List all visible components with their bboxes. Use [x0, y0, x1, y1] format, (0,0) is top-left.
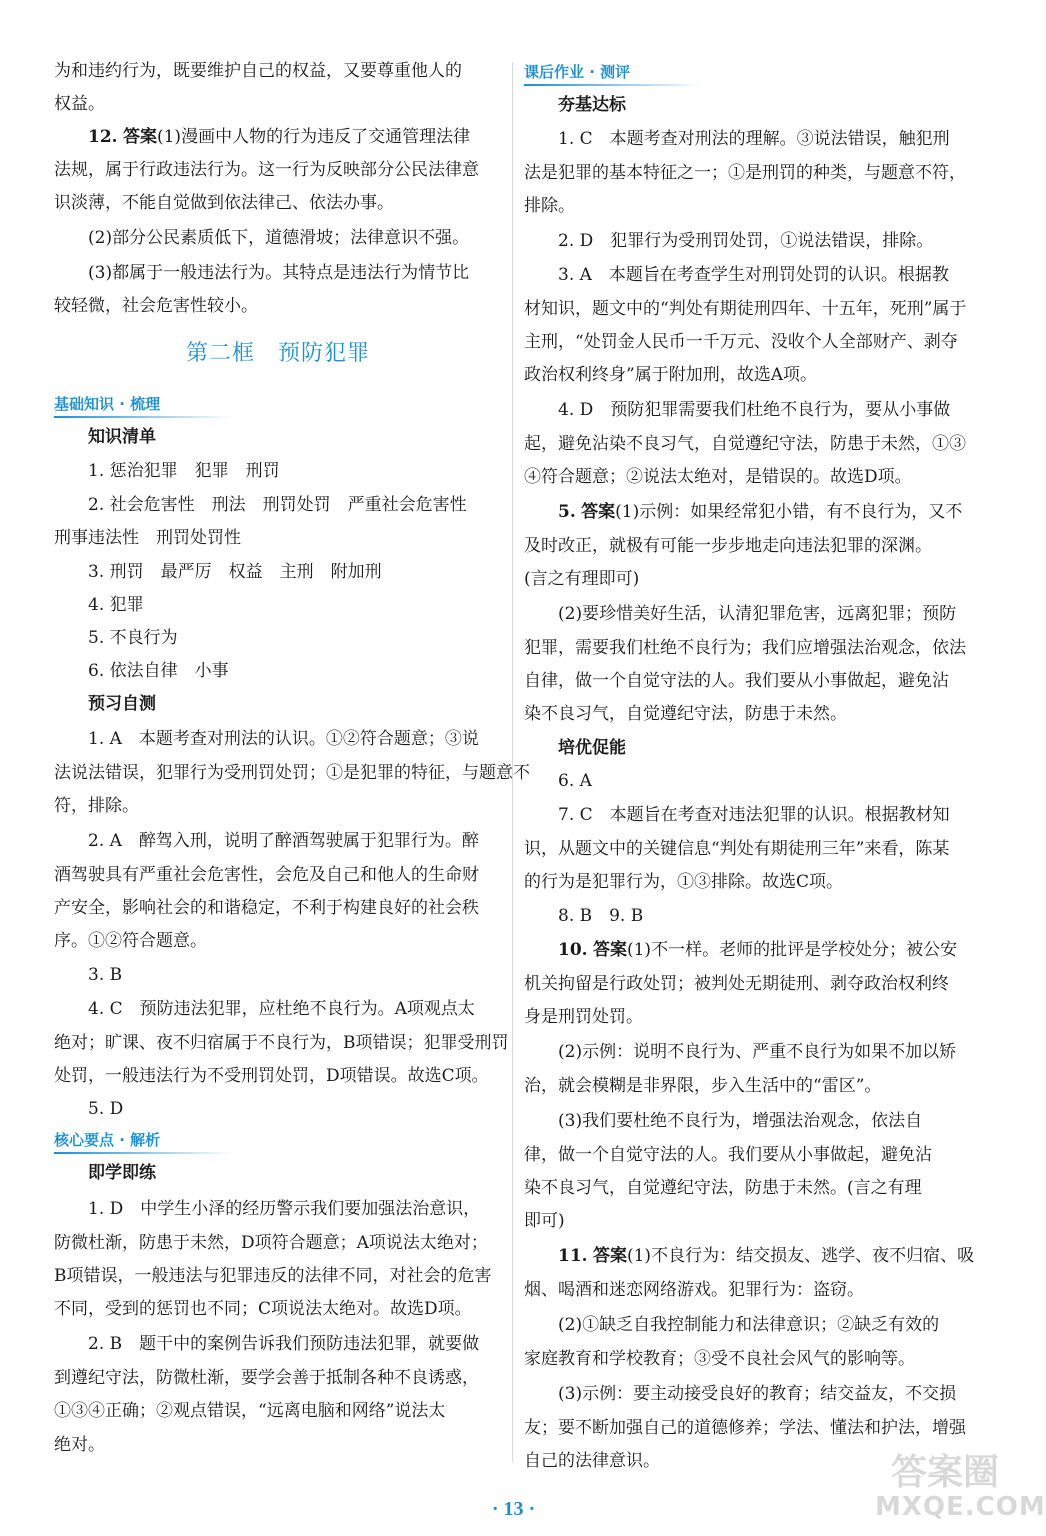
chapter-title: 第二框 预防犯罪: [185, 341, 370, 366]
text-line: 的行为是犯罪行为，①③排除。故选C项。: [524, 872, 844, 892]
text-line: 识，从题文中的关键信息“判处有期徒刑三年”来看，陈某: [524, 839, 950, 859]
list-item: 3. 刑罚 最严厉 权益 主刑 附加刑: [88, 562, 382, 582]
text-line: 防微杜渐，防患于未然，D项符合题意；A项说法太绝对；: [54, 1233, 488, 1253]
text-line: ④符合题意；②说法太绝对，是错误的。故选D项。: [524, 467, 912, 487]
text-line: 法是犯罪的基本特征之一；①是刑罚的种类，与题意不符，: [524, 163, 966, 183]
text-line: 排除。: [524, 196, 575, 216]
text-line: 政治权利终身”属于附加刑，故选A项。: [524, 365, 817, 385]
text-line: 染不良习气，自觉遵纪守法，防患于未然。: [524, 704, 847, 724]
text-line: 权益。: [54, 94, 105, 114]
text-line: 起，避免沾染不良习气，自觉遵纪守法，防患于未然，①③: [524, 434, 966, 454]
text-line: 1. D 中学生小泽的经历警示我们要加强法治意识，: [88, 1199, 481, 1219]
list-item: 6. 依法自律 小事: [88, 661, 229, 681]
answer-10: [558, 939, 957, 961]
text-line: 处罚，一般违法行为不受刑罚处罚，D项错误。故选C项。: [54, 1066, 489, 1086]
text-line: 1. C 本题考查对刑法的理解。③说法错误，触犯刑: [558, 129, 950, 149]
list-item: 2. 社会危害性 刑法 刑罚处罚 严重社会危害性: [88, 495, 467, 515]
answer-label: 答案: [122, 127, 157, 147]
text-line: 律，做一个自觉守法的人。我们要从小事做起，避免沾: [524, 1145, 932, 1165]
text-line: (2)部分公民素质低下，道德滑坡；法律意识不强。: [88, 228, 470, 248]
text-line: 8. B 9. B: [558, 906, 644, 926]
question-number: 12.: [88, 127, 118, 147]
text-line: 4. C 预防违法犯罪，应杜绝不良行为。A项观点太: [88, 999, 475, 1019]
text-line: 符，排除。: [54, 796, 139, 816]
text-line: 治，就会模糊是非界限，步入生活中的“雷区”。: [524, 1076, 882, 1096]
text-line: 犯罪，需要我们杜绝不良行为；我们应增强法治观念，依法: [524, 638, 966, 658]
list-item: 1. 惩治犯罪 犯罪 刑罚: [88, 461, 280, 481]
text-line: 序。①②符合题意。: [54, 931, 207, 951]
text-line: (3)都属于一般违法行为。其特点是违法行为情节比: [88, 263, 470, 283]
subheading-foundation: 夯基达标: [558, 95, 626, 115]
question-number: 11.: [558, 1246, 588, 1266]
text-line: 为和违约行为，既要维护自己的权益，又要尊重他人的: [54, 61, 462, 81]
text-line: 家庭教育和学校教育；③受不良社会风气的影响等。: [524, 1349, 915, 1369]
text: (1)不良行为：结交损友、逃学、夜不归宿、吸: [626, 1246, 975, 1266]
answer-11: [558, 1245, 974, 1267]
text-line: 2. A 醉驾入刑，说明了醉酒驾驶属于犯罪行为。醉: [88, 831, 479, 851]
text-line: 5. D: [88, 1099, 124, 1119]
subheading-practice: 即学即练: [88, 1163, 156, 1183]
text-line: 较轻微，社会危害性较小。: [54, 296, 258, 316]
text-line: 染不良习气，自觉遵纪守法，防患于未然。(言之有理: [524, 1178, 922, 1198]
answer-label: 答案: [592, 1246, 627, 1266]
text-line: 7. C 本题旨在考查对违法犯罪的认识。根据教材知: [558, 805, 950, 825]
text-line: 即可): [524, 1211, 565, 1231]
text-line: 6. A: [558, 771, 592, 791]
text-line: 4. D 预防犯罪需要我们杜绝不良行为，要从小事做: [558, 400, 951, 420]
text-line: 友；要不断加强自己的道德修养；学法、懂法和护法，增强: [524, 1418, 966, 1438]
section-heading-core: 核心要点 · 解析: [54, 1130, 234, 1154]
answer-5: [558, 501, 962, 523]
text-line: 酒驾驶具有严重社会危害性，会危及自己和他人的生命财: [54, 865, 479, 885]
question-number: 5.: [558, 502, 576, 522]
text-line: (言之有理即可): [524, 569, 640, 589]
text: (1)示例：如果经常犯小错，有不良行为，又不: [615, 502, 963, 522]
text-line: (2)①缺乏自我控制能力和法律意识；②缺乏有效的: [558, 1315, 940, 1335]
text-line: 自律，做一个自觉守法的人。我们要从小事做起，避免沾: [524, 671, 949, 691]
watermark-logo: [875, 1444, 1046, 1528]
list-item: 4. 犯罪: [88, 595, 144, 615]
text-line: (3)示例：要主动接受良好的教育；结交益友，不交损: [558, 1384, 957, 1404]
text: (1)漫画中人物的行为违反了交通管理法律: [156, 127, 471, 147]
text-line: 绝对。: [54, 1435, 105, 1455]
watermark-logo-top: 答案圈: [890, 1452, 999, 1493]
answer-label: 答案: [581, 502, 616, 522]
subheading-list: 知识清单: [88, 427, 156, 447]
text-line: 产安全，影响社会的和谐稳定，不利于构建良好的社会秩: [54, 898, 479, 918]
text-line: 识淡薄，不能自觉做到依法律己、依法办事。: [54, 193, 394, 213]
text: (1)不一样。老师的批评是学校处分；被公安: [626, 940, 958, 960]
list-item: 刑事违法性 刑罚处罚性: [54, 528, 241, 548]
text-line: 2. D 犯罪行为受刑罚处罚，①说法错误，排除。: [558, 231, 934, 251]
text-line: 不同，受到的惩罚也不同；C项说法太绝对。故选D项。: [54, 1299, 472, 1319]
text-line: 材知识，题文中的“判处有期徒刑四年、十五年，死刑”属于: [524, 299, 967, 319]
text-line: 3. A 本题旨在考查学生对刑罚处罚的认识。根据教: [558, 265, 949, 285]
answer-12: [88, 126, 470, 148]
text-line: 3. B: [88, 965, 123, 985]
text-line: 主刑，“处罚金人民币一千万元、没收个人全部财产、剥夺: [524, 332, 958, 352]
page-number: · 13 ·: [491, 1498, 536, 1520]
text-line: 及时改正，就极有可能一步步地走向违法犯罪的深渊。: [524, 536, 932, 556]
text-line: 法说法错误，犯罪行为受刑罚处罚；①是犯罪的特征，与题意不: [54, 763, 530, 783]
text-line: 2. B 题干中的案例告诉我们预防违法犯罪，就要做: [88, 1334, 480, 1354]
text-line: B项错误，一般违法与犯罪违反的法律不同，对社会的危害: [54, 1266, 492, 1286]
section-heading-basic: 基础知识 · 梳理: [54, 394, 234, 418]
text-line: 法规，属于行政违法行为。这一行为反映部分公民法律意: [54, 160, 479, 180]
text-line: 自己的法律意识。: [524, 1451, 660, 1471]
section-heading-homework: 课后作业 · 测评: [524, 62, 704, 86]
text-line: ①③④正确；②观点错误，“远离电脑和网络”说法太: [54, 1401, 446, 1421]
text-line: (3)我们要杜绝不良行为，增强法治观念，依法自: [558, 1111, 923, 1131]
text-line: 烟、喝酒和迷恋网络游戏。犯罪行为：盗窃。: [524, 1280, 864, 1300]
watermark-logo-bottom: MXQE.COM: [875, 1492, 1046, 1522]
text-line: 机关拘留是行政处罚；被判处无期徒刑、剥夺政治权利终: [524, 974, 949, 994]
text-line: (2)示例：说明不良行为、严重不良行为如果不加以矫: [558, 1042, 957, 1062]
list-item: 5. 不良行为: [88, 628, 178, 648]
answer-label: 答案: [592, 940, 627, 960]
subheading-advance: 培优促能: [558, 738, 626, 758]
question-number: 10.: [558, 940, 588, 960]
text-line: 绝对；旷课、夜不归宿属于不良行为，B项错误；犯罪受刑罚: [54, 1033, 509, 1053]
text-line: 到遵纪守法，防微杜渐，要学会善于抵制各种不良诱惑，: [54, 1368, 479, 1388]
subheading-preview: 预习自测: [88, 694, 156, 714]
text-line: 身是刑罚处罚。: [524, 1007, 643, 1027]
text-line: 1. A 本题考查对刑法的认识。①②符合题意；③说: [88, 729, 479, 749]
text-line: (2)要珍惜美好生活，认清犯罪危害，远离犯罪；预防: [558, 604, 957, 624]
